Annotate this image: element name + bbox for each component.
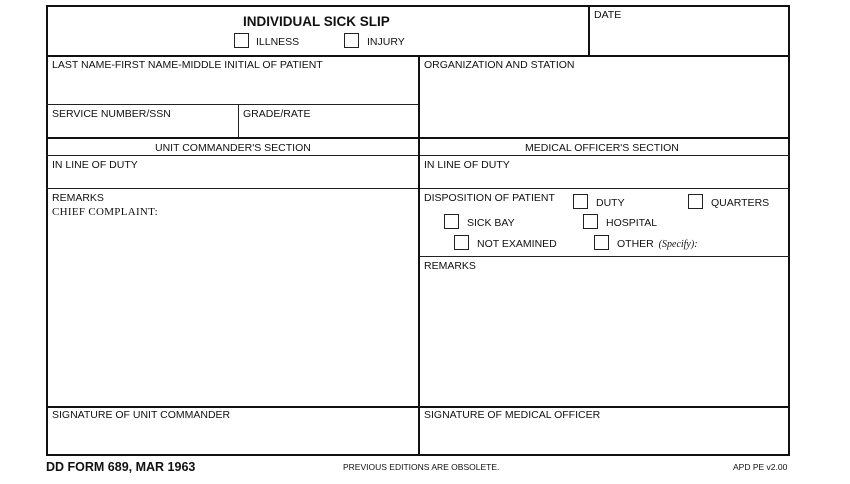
illness-checkbox[interactable] bbox=[234, 33, 249, 48]
quarters-label: QUARTERS bbox=[711, 197, 770, 209]
disposition-label: DISPOSITION OF PATIENT bbox=[424, 192, 555, 204]
form-identifier: DD FORM 689, MAR 1963 bbox=[46, 460, 196, 474]
not-examined-checkbox[interactable] bbox=[454, 235, 469, 250]
injury-checkbox[interactable] bbox=[344, 33, 359, 48]
other-label bbox=[617, 238, 698, 251]
other-checkbox[interactable] bbox=[594, 235, 609, 250]
duty-checkbox[interactable] bbox=[573, 194, 588, 209]
line-of-duty-right-label: IN LINE OF DUTY bbox=[424, 159, 510, 171]
patient-name-label: LAST NAME-FIRST NAME-MIDDLE INITIAL OF PATIENT bbox=[52, 59, 323, 71]
divider-center bbox=[418, 55, 420, 456]
grade-label: GRADE/RATE bbox=[243, 108, 311, 120]
illness-label: ILLNESS bbox=[256, 36, 300, 48]
hospital-label: HOSPITAL bbox=[606, 217, 658, 229]
other-text: OTHER bbox=[617, 238, 654, 250]
divider-date bbox=[588, 5, 590, 56]
medical-officer-section-heading: MEDICAL OFFICER'S SECTION bbox=[525, 142, 679, 154]
version-label: APD PE v2.00 bbox=[733, 462, 788, 472]
line-of-duty-left-label: IN LINE OF DUTY bbox=[52, 159, 138, 171]
organization-label: ORGANIZATION AND STATION bbox=[424, 59, 575, 71]
remarks-right-label: REMARKS bbox=[424, 260, 476, 272]
form-title: INDIVIDUAL SICK SLIP bbox=[243, 14, 390, 29]
date-label: DATE bbox=[594, 9, 622, 21]
not-examined-label: NOT EXAMINED bbox=[477, 238, 557, 250]
duty-label: DUTY bbox=[596, 197, 625, 209]
signature-unit-commander-label: SIGNATURE OF UNIT COMMANDER bbox=[52, 409, 231, 421]
sick-bay-label: SICK BAY bbox=[467, 217, 515, 229]
divider-name-service bbox=[46, 104, 419, 105]
obsolete-notice: PREVIOUS EDITIONS ARE OBSOLETE. bbox=[343, 462, 500, 472]
injury-label: INJURY bbox=[367, 36, 405, 48]
signature-medical-officer-label: SIGNATURE OF MEDICAL OFFICER bbox=[424, 409, 601, 421]
hospital-checkbox[interactable] bbox=[583, 214, 598, 229]
sick-bay-checkbox[interactable] bbox=[444, 214, 459, 229]
divider-disposition bbox=[419, 256, 790, 257]
remarks-left-label: REMARKS bbox=[52, 192, 104, 204]
quarters-checkbox[interactable] bbox=[688, 194, 703, 209]
chief-complaint-label: CHIEF COMPLAINT: bbox=[52, 206, 159, 218]
service-number-label: SERVICE NUMBER/SSN bbox=[52, 108, 171, 120]
divider-grade bbox=[238, 104, 239, 138]
specify-text: (Specify): bbox=[658, 239, 698, 250]
unit-commander-section-heading: UNIT COMMANDER'S SECTION bbox=[155, 142, 311, 154]
